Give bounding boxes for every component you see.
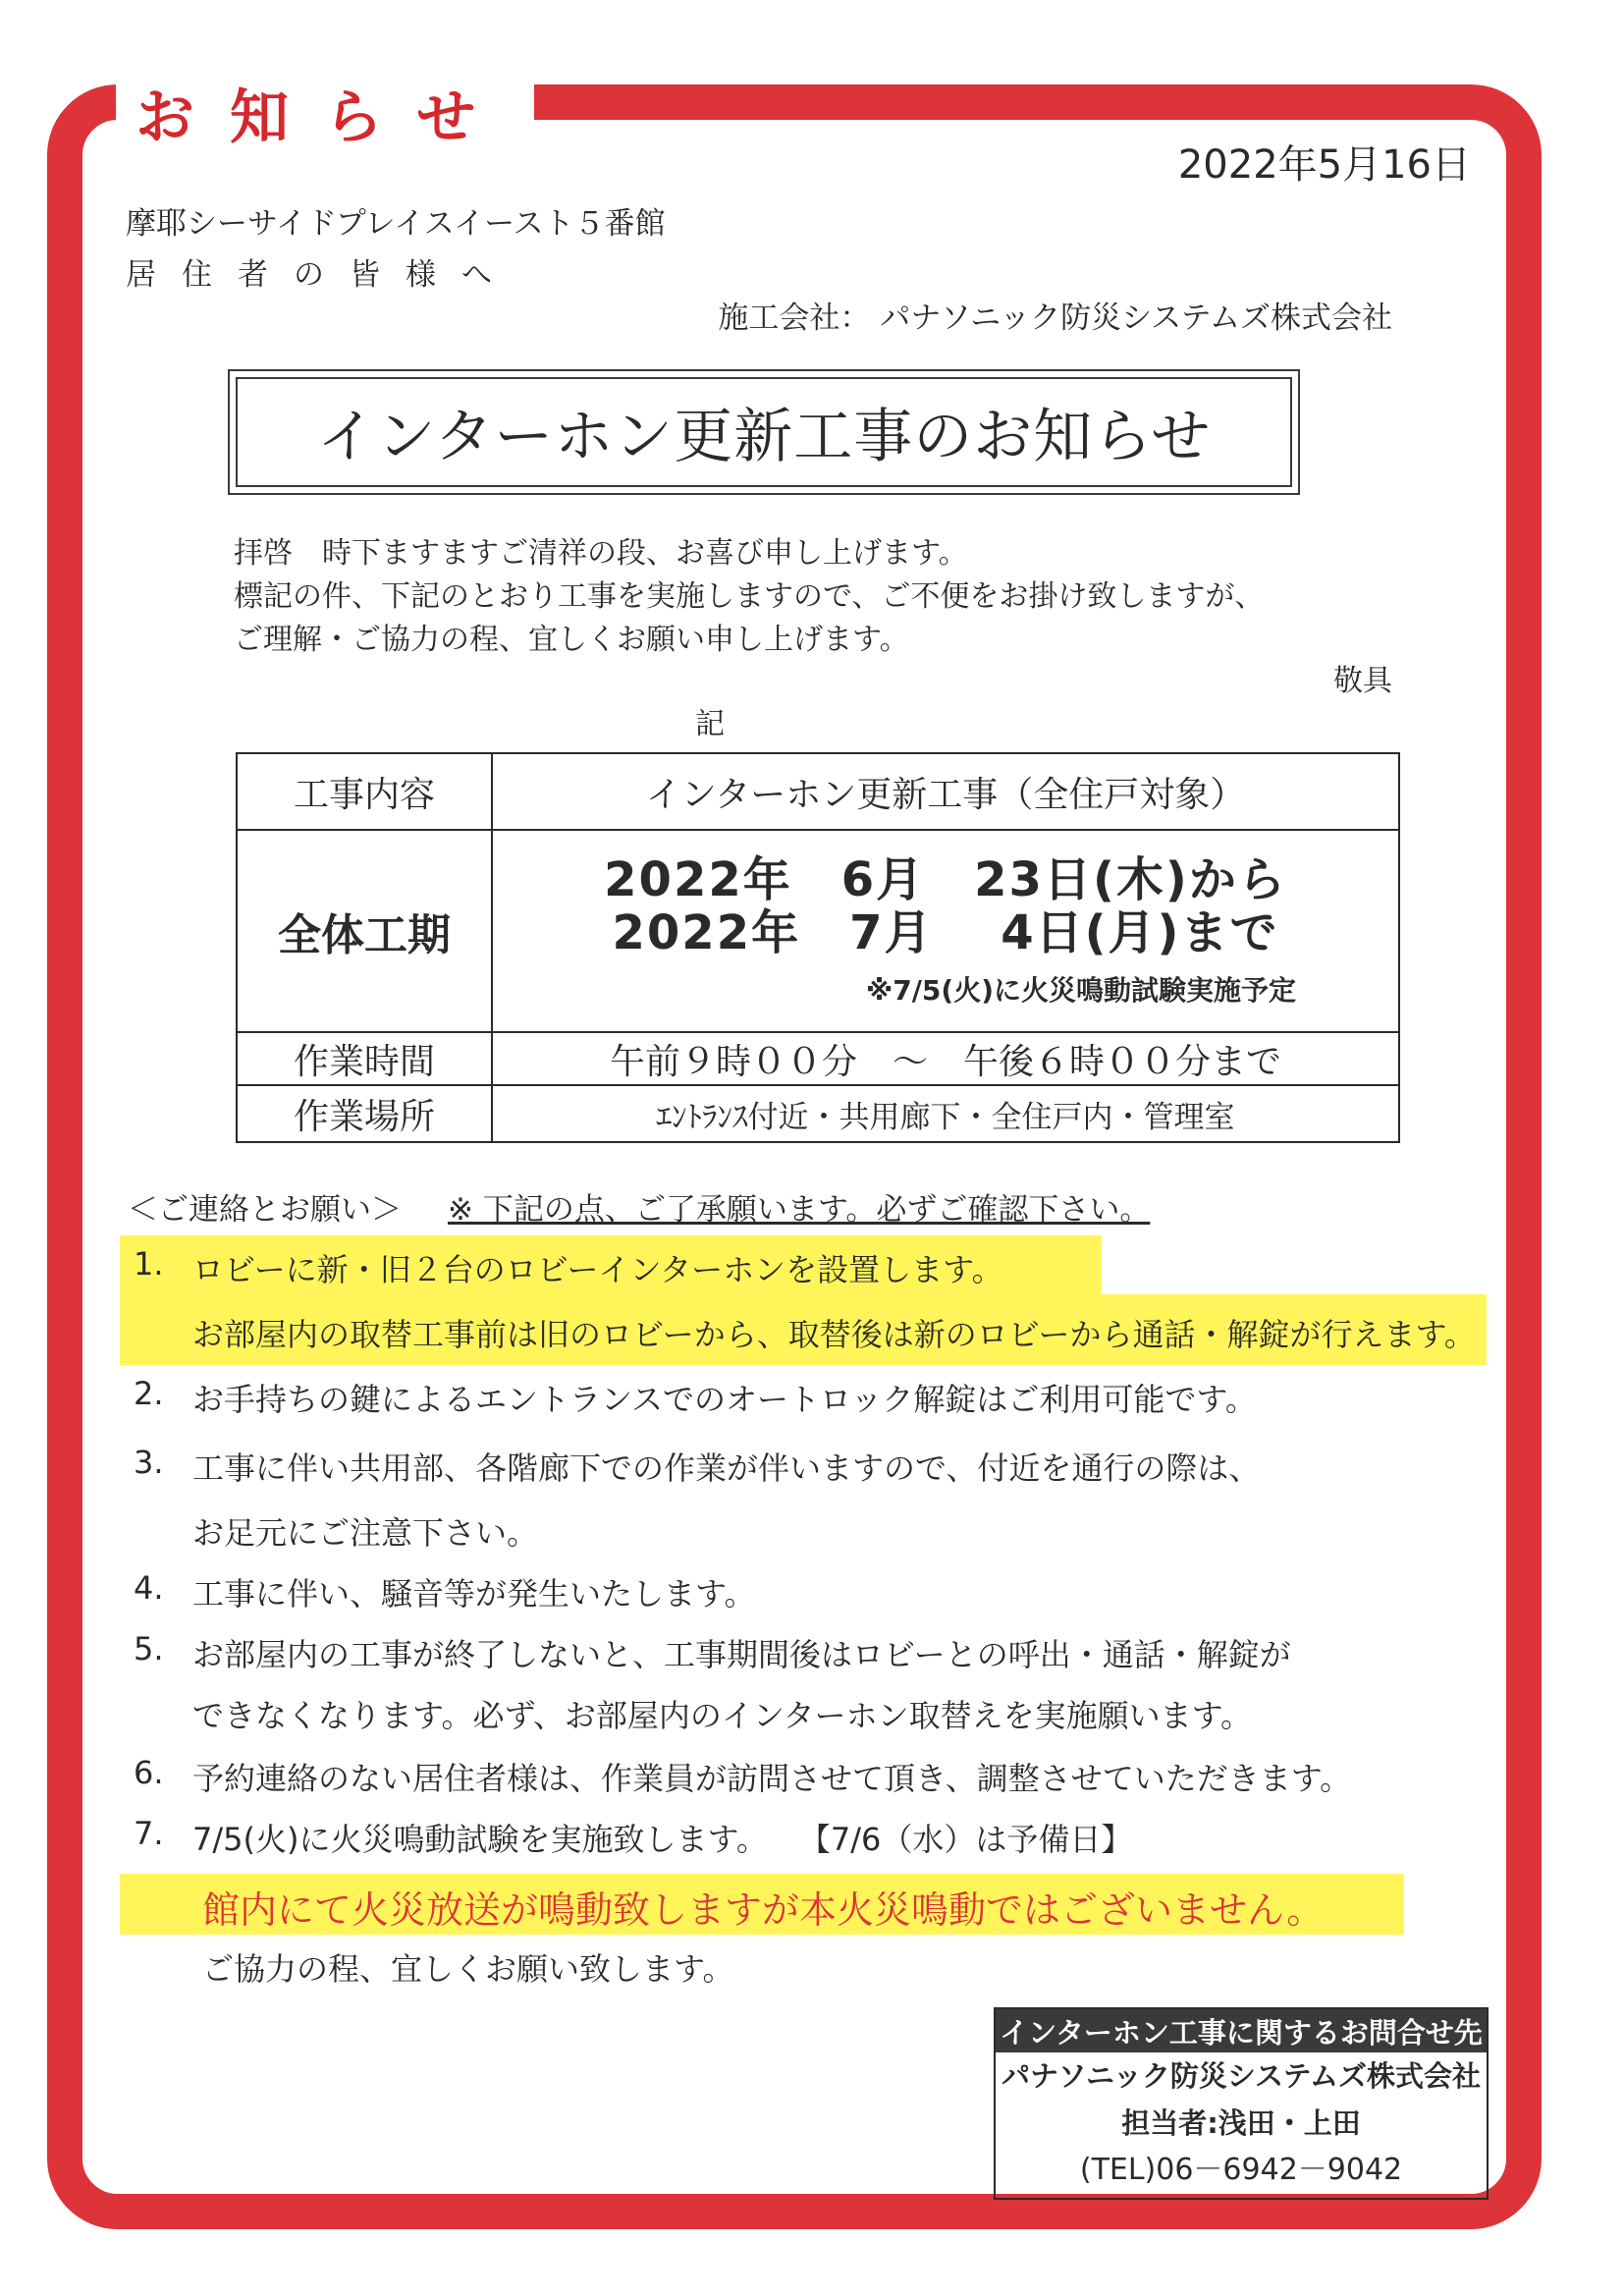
list-item-text: 7/5(火)に火災鳴動試験を実施致します。 【7/6（水）は予備日】 (192, 1821, 1133, 1858)
list-item-text: お手持ちの鍵によるエントランスでのオートロック解錠はご利用可能です。 (192, 1381, 1257, 1418)
contact-box (994, 2007, 1489, 2200)
list-item-text: 工事に伴い共用部、各階廊下での作業が伴いますので、付近を通行の際は、 (192, 1449, 1261, 1487)
table-row (237, 753, 1399, 830)
content-value: インターホン更新工事（全住戸対象） (492, 753, 1399, 830)
list-item-text: ロビーに新・旧２台のロビーインターホンを設置します。 (192, 1251, 1003, 1288)
place-value: ｴﾝﾄﾗﾝｽ付近・共用廊下・全住戸内・管理室 (492, 1085, 1399, 1142)
list-item-number: 2. (134, 1375, 164, 1412)
list-item-text: お部屋内の取替工事前は旧のロビーから、取替後は新のロビーから通話・解錠が行えます。 (192, 1316, 1476, 1353)
period-start: 2022年 6月 23日(木)から (604, 852, 1287, 907)
contact-person: 担当者:浅田・上田 (1121, 2106, 1361, 2140)
table-row (237, 1032, 1399, 1085)
list-item-text: できなくなります。必ず、お部屋内のインターホン取替えを実施願います。 (192, 1697, 1253, 1734)
list-item-text: お部屋内の工事が終了しないと、工事期間後はロビーとの呼出・通話・解錠が (192, 1636, 1291, 1673)
closing-line: ご協力の程、宜しくお願い致します。 (202, 1950, 734, 1988)
recipient-building: 摩耶シーサイドプレイスイースト５番館 (126, 206, 666, 242)
list-item-number: 6. (134, 1754, 164, 1791)
greeting-line: ご理解・ご協力の程、宜しくお願い申し上げます。 (234, 623, 909, 657)
period-cell (492, 830, 1399, 1032)
notice-label: お知らせ (135, 83, 512, 152)
table-row (237, 830, 1399, 1032)
period-note: ※7/5(火)に火災鳴動試験実施予定 (865, 974, 1296, 1007)
period-end: 2022年 7月 4日(月)まで (612, 905, 1279, 960)
contact-note: ※ 下記の点、ご了承願います。必ずご確認下さい。 (448, 1192, 1151, 1228)
list-item-text: 工事に伴い、騒音等が発生いたします。 (192, 1575, 756, 1613)
title-box (228, 369, 1300, 495)
list-item-text: お足元にご注意下さい。 (192, 1514, 539, 1552)
list-item-number: 4. (134, 1569, 164, 1607)
closing-word: 敬具 (1333, 664, 1392, 698)
contact-box-header: インターホン工事に関するお問合せ先 (996, 2009, 1487, 2052)
contact-tel: (TEL)06－6942－9042 (1079, 2153, 1403, 2187)
contact-heading: ＜ご連絡とお願い＞ (128, 1192, 402, 1228)
content-label: 工事内容 (237, 753, 492, 830)
list-item-number: 5. (134, 1630, 164, 1667)
list-item-number: 3. (134, 1444, 164, 1481)
ki-mark: 記 (695, 707, 725, 741)
contact-company: パナソニック防災システムズ株式会社 (1001, 2059, 1482, 2093)
contractor-line: 施工会社： パナソニック防災システムズ株式会社 (718, 301, 1392, 336)
table-row (237, 1085, 1399, 1142)
schedule-table (236, 752, 1400, 1143)
period-label: 全体工期 (237, 830, 492, 1032)
list-item-number: 1. (134, 1245, 164, 1283)
page-title: インターホン更新工事のお知らせ (236, 377, 1292, 487)
list-item-text: 予約連絡のない居住者様は、作業員が訪問させて頂き、調整させていただきます。 (192, 1760, 1352, 1797)
document-date: 2022年5月16日 (1177, 142, 1471, 188)
list-item-number: 7. (134, 1815, 164, 1852)
recipient-residents: 居住者の皆様へ (126, 257, 517, 293)
hours-value: 午前９時００分 ～ 午後６時００分まで (492, 1032, 1399, 1085)
place-label: 作業場所 (237, 1085, 492, 1142)
greeting-line: 拝啓 時下ますますご清祥の段、お喜び申し上げます。 (234, 536, 968, 571)
greeting-line: 標記の件、下記のとおり工事を実施しますので、ご不便をお掛け致しますが、 (234, 579, 1265, 614)
fire-warning: 館内にて火災放送が鳴動致しますが本火災鳴動ではございません。 (202, 1888, 1325, 1932)
hours-label: 作業時間 (237, 1032, 492, 1085)
